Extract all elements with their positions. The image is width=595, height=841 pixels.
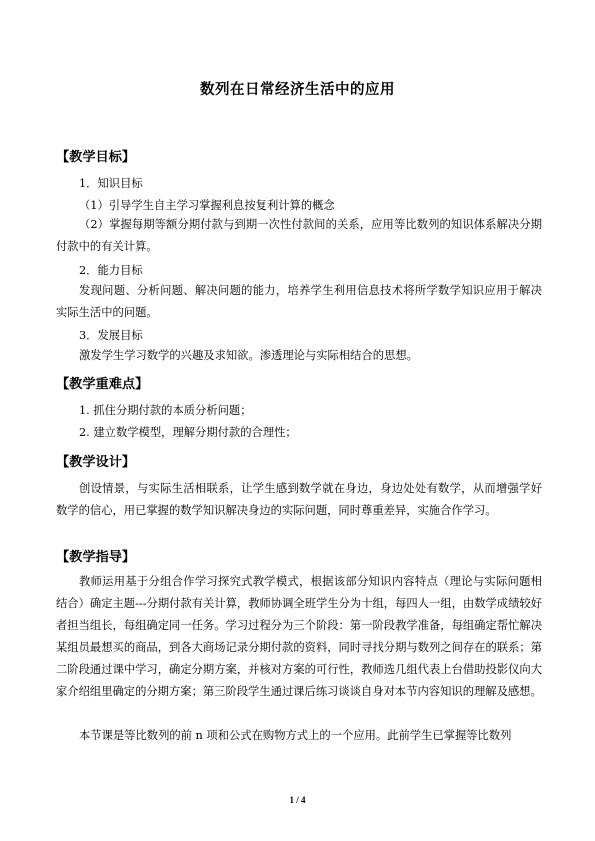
- goal-item-1: 1．知识目标: [79, 177, 143, 190]
- design-paragraph: 创设情景，与实际生活相联系，让学生感到数学就在身边，身边处处有数学，从而增强学好数学的信心，用已掌握的数学知识解决身边的实际问题，同时尊重差异，实施合作学习。: [56, 482, 542, 517]
- section-heading-guidance: 【教学指导】: [56, 550, 136, 565]
- goal-item-3-text: 激发学生学习数学的兴趣及求知欲。渗透理论与实际相结合的思想。: [79, 349, 418, 362]
- document-title: 数列在日常经济生活中的应用: [200, 82, 395, 98]
- guidance-paragraph-2: 本节课是等比数列的前 n 项和公式在购物方式上的一个应用。此前学生已掌握等比数列: [79, 729, 512, 742]
- section-heading-key-points: 【教学重难点】: [56, 377, 149, 392]
- guidance-paragraph-1: 教师运用基于分组合作学习探究式教学模式，根据该部分知识内容特点（理论与实际问题相结合）确定主题---分期付款有关计算，教师协调全班学生分为十组，每四人一组，由数学成绩较好者担当组长，每组确定同一任务。学习过程分为三个阶段：第一阶段教学准备，每组确定帮忙解决某组员最想买的商品，到各大商场记录分期付款的资料，同时寻找分期与数列之间存在的联系；第二阶段通过课中学习，确定分期方案，并核对方案的可行性，教师选几组代表上台借助投影仪向大家介绍组里确定的分期方案；第三阶段学生通过课后练习谈谈自身对本节内容知识的理解及感想。: [56, 575, 542, 698]
- goal-item-2: 2．能力目标: [79, 264, 143, 277]
- key-point-1: 1. 抓住分期付款的本质分析问题；: [79, 404, 252, 417]
- goal-item-3: 3．发展目标: [79, 329, 143, 342]
- section-heading-goals: 【教学目标】: [56, 150, 136, 165]
- key-point-2: 2. 建立数学模型，理解分期付款的合理性；: [79, 426, 297, 439]
- goal-item-1-1: （1）引导学生自主学习掌握利息按复利计算的概念: [79, 199, 335, 212]
- goal-item-1-2: （2）掌握每期等额分期付款与到期一次性付款间的关系，应用等比数列的知识体系解决分期付款中的有关计算。: [56, 218, 542, 253]
- section-heading-design: 【教学设计】: [56, 455, 136, 470]
- page-number: 1 / 4: [289, 795, 306, 805]
- goal-item-2-text: 发现问题、分析问题、解决问题的能力，培养学生利用信息技术将所学数学知识应用于解决实际生活中的问题。: [56, 284, 542, 319]
